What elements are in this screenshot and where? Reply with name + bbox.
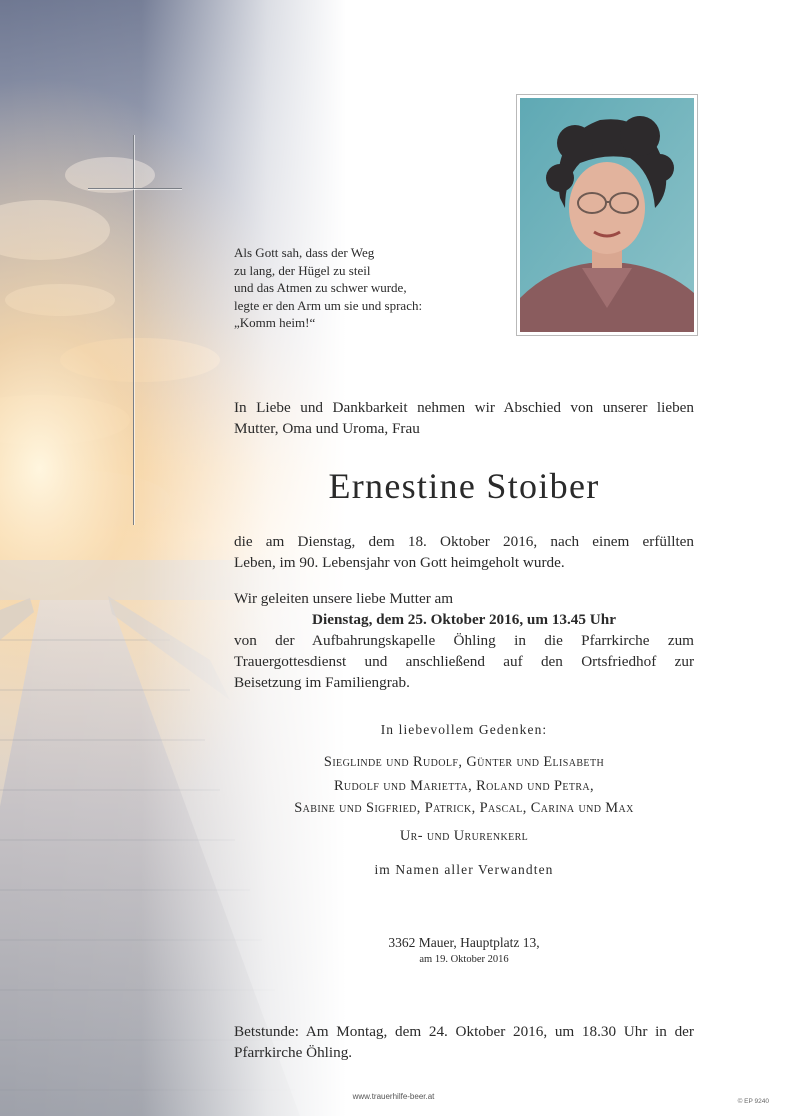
prayer-line: Pfarrkirche Öhling. — [234, 1044, 353, 1061]
ceremony-line: Wir geleiten unsere liebe Mutter am — [234, 590, 454, 607]
ceremony-details — [234, 588, 694, 693]
portrait-photo-frame — [516, 94, 698, 336]
poem-line: Als Gott sah, dass der Weg — [234, 245, 375, 260]
copyright-code: © EP 9240 — [737, 1098, 769, 1105]
death-notice — [234, 531, 694, 573]
date-line: am 19. Oktober 2016 — [419, 954, 509, 965]
ceremony-datetime: Dienstag, dem 25. Oktober 2016, um 13.45 Uhr — [312, 611, 616, 628]
intro-line: Mutter, Oma und Uroma, Frau — [234, 420, 420, 437]
ceremony-line: von der Aufbahrungskapelle Öhling in die Pfarrkirche zum — [234, 632, 694, 649]
poem-line: und das Atmen zu schwer wurde, — [234, 280, 407, 295]
mourners-line: Rudolf und Marietta, Roland und Petra, — [333, 778, 595, 794]
death-line: Leben, im 90. Lebensjahr von Gott heimgeholt wurde. — [234, 554, 565, 571]
website-link[interactable]: www.trauerhilfe-beer.at — [352, 1092, 435, 1101]
cross-horizontal-line — [88, 188, 182, 189]
ceremony-line: Beisetzung im Familiengrab. — [234, 674, 410, 691]
mourners-line: Ur- und Ururenkerl — [399, 828, 529, 844]
poem — [234, 244, 494, 332]
cross-vertical-line — [133, 135, 134, 525]
address: 3362 Mauer, Hauptplatz 13, — [388, 935, 540, 950]
intro-line: In Liebe und Dankbarkeit nehmen wir Abschied von unserer lieben — [234, 399, 694, 416]
poem-line: „Komm heim!“ — [234, 315, 316, 330]
mourners-line: Sieglinde und Rudolf, Günter und Elisabeth — [323, 754, 605, 770]
poem-line: legte er den Arm um sie und sprach: — [234, 297, 423, 313]
memory-heading: In liebevollem Gedenken: — [380, 722, 548, 737]
mourners-line: Sabine und Sigfried, Patrick, Pascal, Carina und Max — [294, 800, 634, 816]
poem-line: zu lang, der Hügel zu steil — [234, 262, 371, 278]
kin-line: im Namen aller Verwandten — [374, 862, 554, 877]
prayer-hour — [234, 1021, 694, 1063]
deceased-name: Ernestine Stoiber — [328, 466, 600, 506]
prayer-line: Betstunde: Am Montag, dem 24. Oktober 2016, um 18.30 Uhr in der — [234, 1023, 694, 1040]
portrait-photo — [520, 98, 694, 332]
death-line: die am Dienstag, dem 18. Oktober 2016, nach einem erfüllten — [234, 533, 694, 550]
intro-text — [234, 397, 694, 439]
ceremony-line: Trauergottesdienst und anschließend auf den Ortsfriedhof zur — [234, 653, 694, 670]
